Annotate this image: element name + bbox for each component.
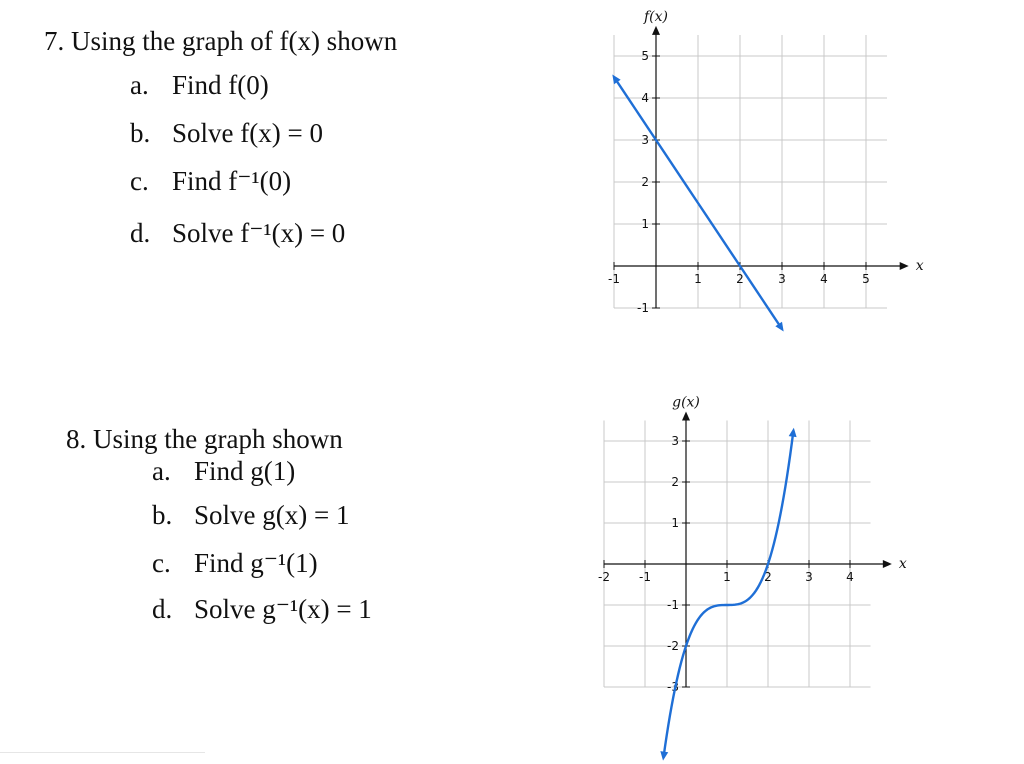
y-axis-label: f(x) — [643, 8, 669, 25]
y-tick-label: 3 — [641, 133, 649, 147]
y-tick-label: -3 — [667, 680, 679, 694]
part-letter: a. — [152, 456, 171, 486]
part-text: Solve g(x) = 1 — [194, 500, 350, 530]
x-axis-label: x — [898, 556, 907, 572]
x-tick-label: 4 — [820, 272, 828, 286]
y-tick-label: 2 — [671, 475, 679, 489]
y-axis-arrow — [652, 26, 660, 35]
part-letter: c. — [152, 548, 171, 578]
y-axis-label: g(x) — [672, 394, 700, 411]
graph-f — [598, 8, 924, 328]
problem-7-part-a — [130, 70, 269, 101]
y-tick-label: -1 — [637, 301, 649, 315]
part-text: Solve f⁻¹(x) = 0 — [172, 218, 346, 248]
problem-8-part-a — [152, 456, 295, 487]
y-tick-label: 1 — [671, 516, 679, 530]
part-letter: b. — [130, 118, 151, 148]
function-curve — [663, 431, 793, 758]
curve-arrow-start — [660, 751, 668, 760]
x-tick-label: 5 — [862, 272, 870, 286]
x-axis-arrow — [883, 560, 892, 568]
part-text: Solve f(x) = 0 — [172, 118, 323, 148]
x-tick-label: -1 — [639, 570, 651, 584]
x-tick-label: 3 — [805, 570, 813, 584]
part-letter: a. — [130, 70, 149, 100]
part-text: Find g(1) — [194, 456, 296, 486]
problem-7-part-b — [130, 118, 323, 149]
problem-8-part-d — [152, 594, 372, 625]
y-tick-label: 2 — [641, 175, 649, 189]
part-text: Find f⁻¹(0) — [172, 166, 292, 196]
problem-7-stem: 7. Using the graph of f(x) shown — [44, 26, 398, 56]
x-axis-arrow — [900, 262, 909, 270]
problem-7-part-c — [130, 166, 291, 197]
curve-arrow-end — [789, 428, 797, 437]
y-tick-label: -1 — [667, 598, 679, 612]
x-tick-label: 3 — [778, 272, 786, 286]
x-tick-label: 1 — [723, 570, 731, 584]
problem-8 — [66, 424, 372, 624]
part-letter: b. — [152, 500, 173, 530]
part-text: Find f(0) — [172, 70, 269, 100]
part-text: Solve g⁻¹(x) = 1 — [194, 594, 372, 624]
divider — [0, 752, 205, 753]
part-letter: d. — [130, 218, 151, 248]
y-tick-label: 4 — [641, 91, 649, 105]
part-letter: d. — [152, 594, 173, 624]
y-tick-label: -2 — [667, 639, 679, 653]
y-tick-label: 1 — [641, 217, 649, 231]
problem-8-part-b — [152, 500, 349, 531]
y-tick-label: 3 — [671, 434, 679, 448]
x-tick-label: 2 — [764, 570, 772, 584]
x-tick-label: -2 — [598, 570, 610, 584]
problem-8-part-c — [152, 548, 318, 579]
x-tick-label: 2 — [736, 272, 744, 286]
problem-7-part-d — [130, 218, 345, 249]
x-tick-label: 1 — [694, 272, 702, 286]
y-tick-label: 5 — [641, 49, 649, 63]
x-axis-label: x — [915, 258, 924, 274]
graph-g — [598, 394, 936, 714]
y-axis-arrow — [682, 411, 690, 420]
part-letter: c. — [130, 166, 149, 196]
part-text: Find g⁻¹(1) — [194, 548, 318, 578]
problem-8-stem: 8. Using the graph shown — [66, 424, 343, 454]
problem-7 — [44, 26, 398, 248]
x-tick-label: -1 — [608, 272, 620, 286]
x-tick-label: 4 — [846, 570, 854, 584]
